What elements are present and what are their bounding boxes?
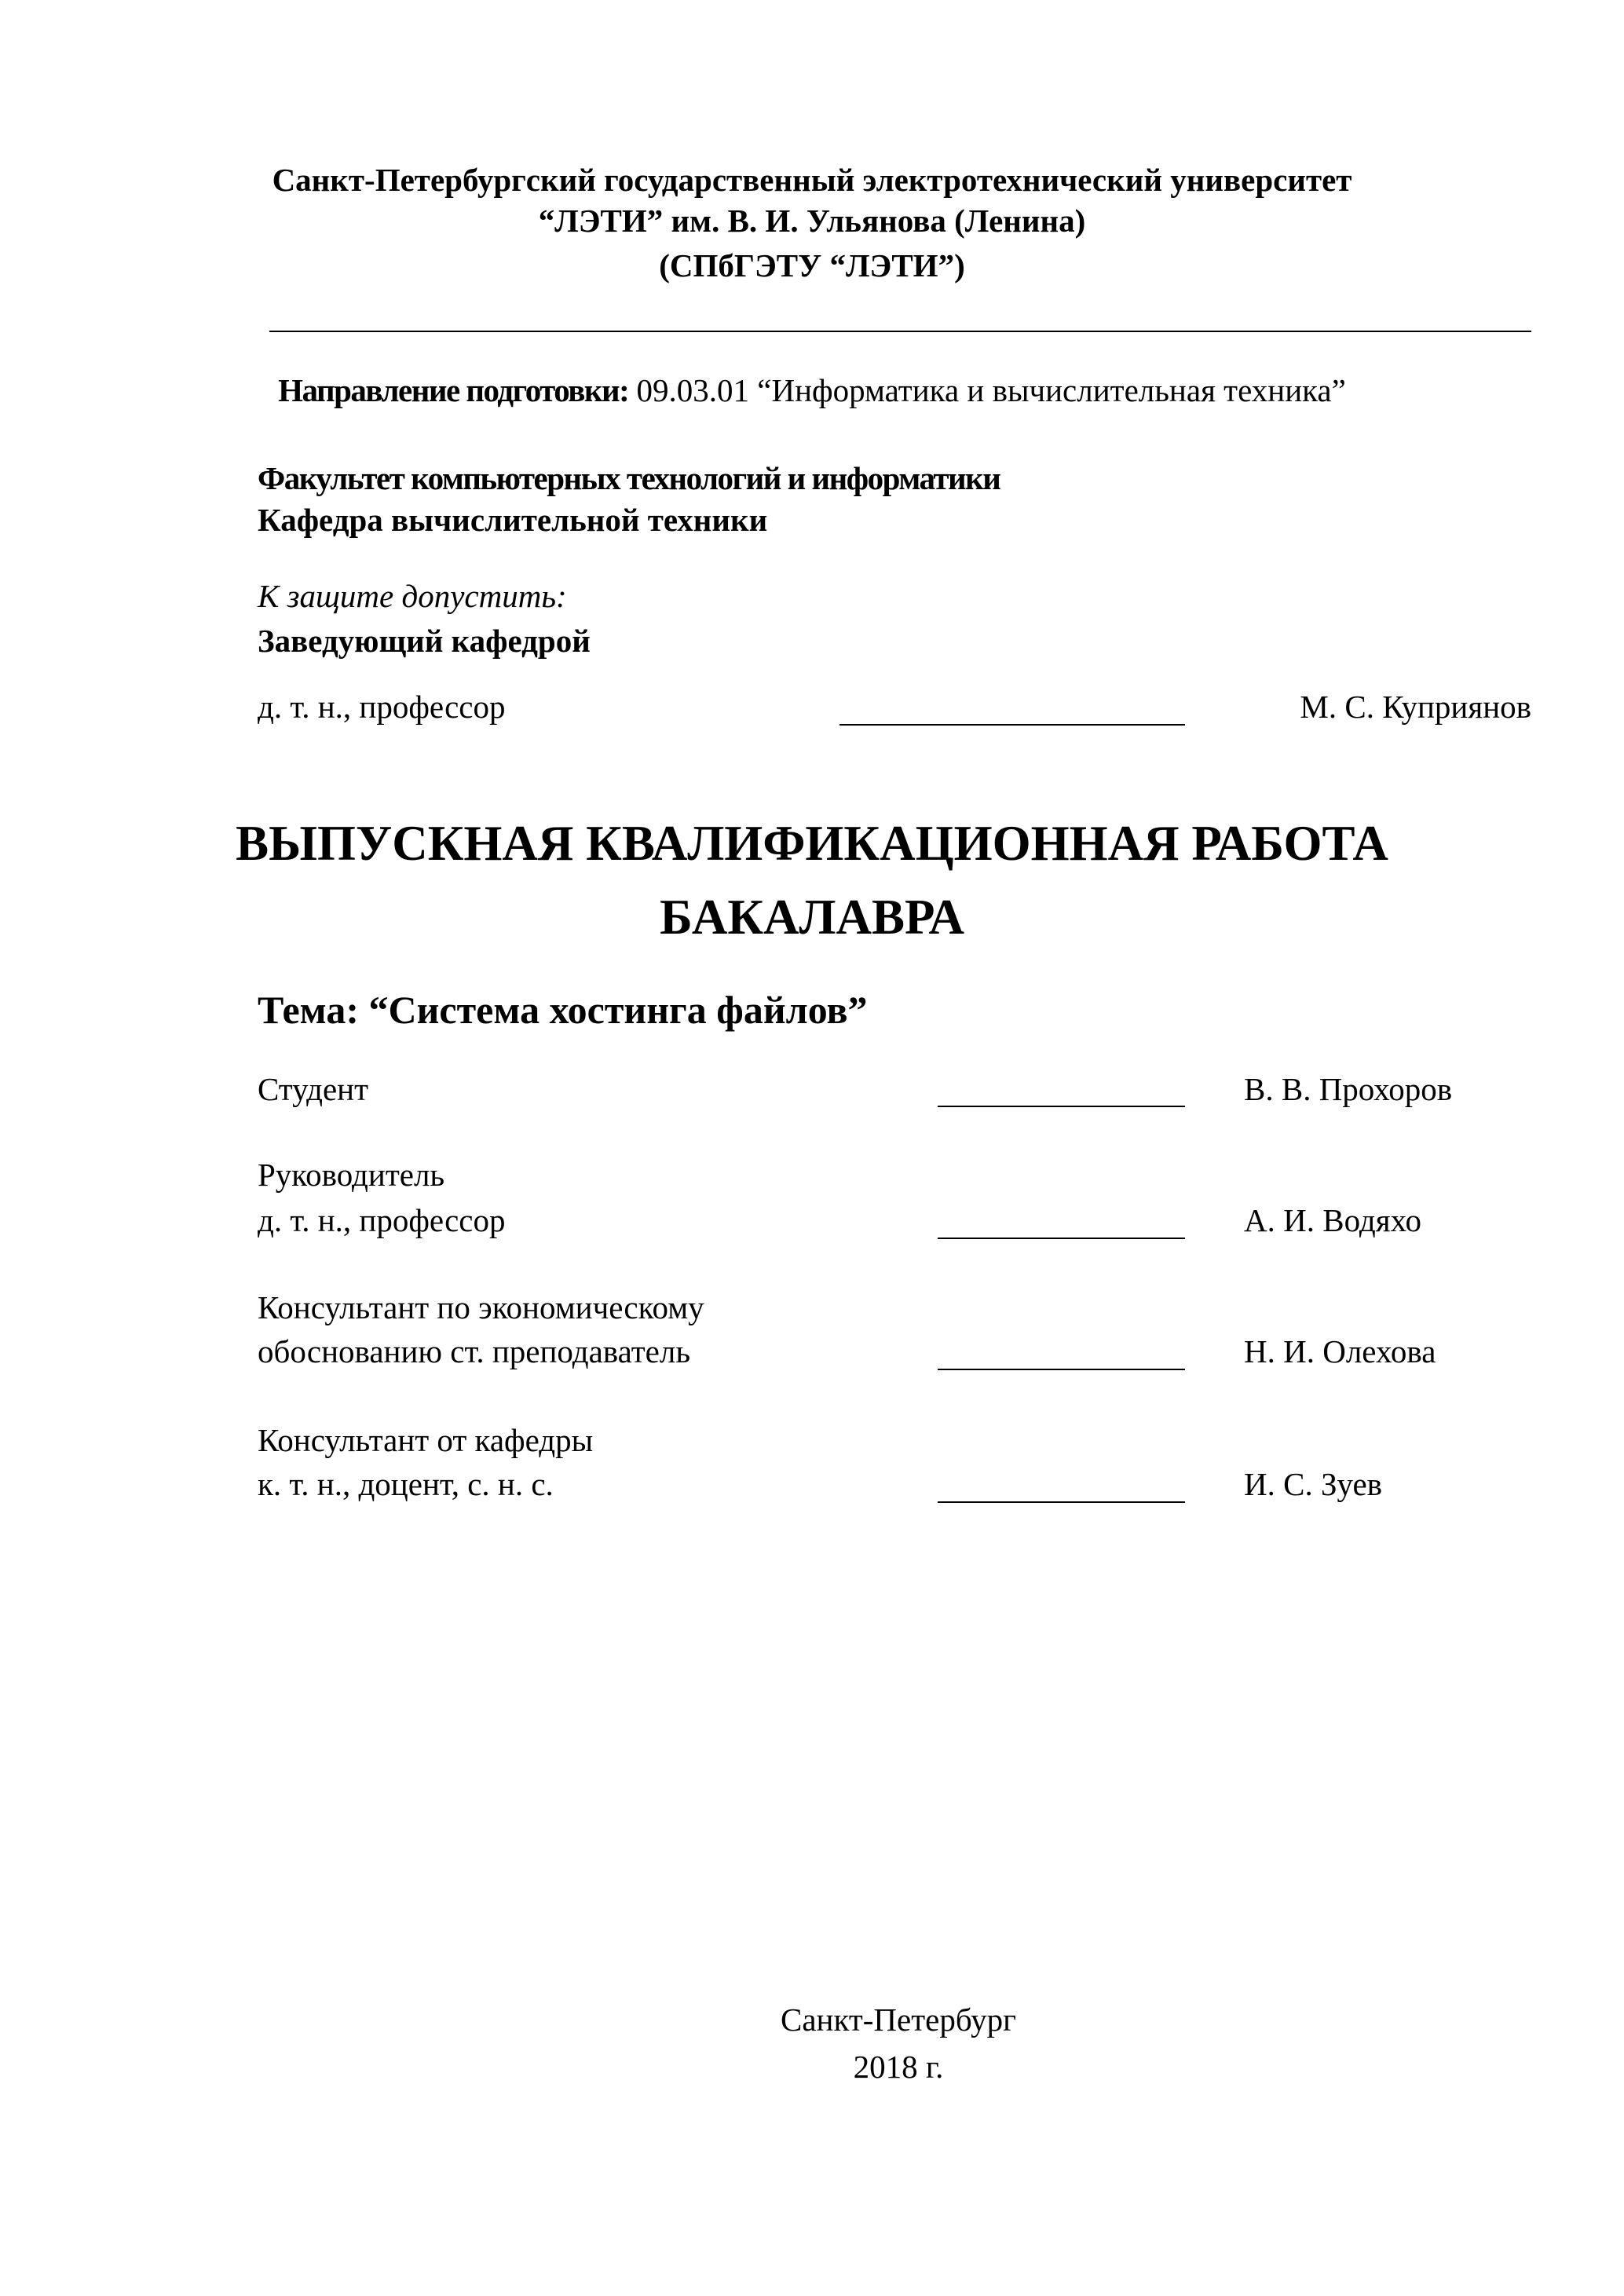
signatory-degree: к. т. н., доцент, с. н. с. xyxy=(258,1466,554,1502)
signature-line xyxy=(839,724,1185,726)
header-divider xyxy=(269,331,1531,332)
admit-to-defense: К защите допустить: xyxy=(258,578,567,614)
study-direction xyxy=(0,371,1624,409)
faculty: Факультет компьютерных технологий и информатики xyxy=(258,460,1000,496)
signature-line xyxy=(938,1238,1185,1239)
head-name: М. С. Куприянов xyxy=(1300,689,1531,725)
signatory-name: Н. И. Олехова xyxy=(1244,1333,1436,1369)
signatory-role: Руководитель xyxy=(258,1157,445,1193)
signatory-degree: обоснованию ст. преподаватель xyxy=(258,1333,691,1369)
signatory-role: Студент xyxy=(258,1071,369,1107)
signature-line xyxy=(938,1106,1185,1107)
department: Кафедра вычислительной техники xyxy=(258,502,768,538)
head-degree: д. т. н., профессор xyxy=(258,689,506,725)
head-of-department-label: Заведующий кафедрой xyxy=(258,623,591,659)
signatory-role: Консультант по экономическому xyxy=(258,1289,704,1325)
signature-line xyxy=(938,1369,1185,1370)
signatory-role: Консультант от кафедры xyxy=(258,1422,594,1458)
year: 2018 г. xyxy=(853,2049,944,2085)
thesis-topic: Тема: “Система хостинга файлов” xyxy=(258,988,868,1032)
signatory-name: А. И. Водяхо xyxy=(1244,1202,1422,1238)
university-name: Санкт-Петербургский государственный электротехнический университет xyxy=(272,162,1352,198)
signatory-name: И. С. Зуев xyxy=(1244,1466,1383,1502)
signatory-name: В. В. Прохоров xyxy=(1244,1071,1453,1107)
document-title-line2: БАКАЛАВРА xyxy=(660,890,964,945)
study-direction-label: Направление подготовки: xyxy=(278,372,629,408)
study-direction-value: 09.03.01 “Информатика и вычислительная техника” xyxy=(636,372,1346,408)
signatory-degree: д. т. н., профессор xyxy=(258,1202,506,1238)
city: Санкт-Петербург xyxy=(781,2002,1016,2038)
university-name-line2: “ЛЭТИ” им. В. И. Ульянова (Ленина) xyxy=(538,203,1086,239)
signature-line xyxy=(938,1501,1185,1503)
university-abbreviation: (СПбГЭТУ “ЛЭТИ”) xyxy=(659,247,965,283)
document-title: ВЫПУСКНАЯ КВАЛИФИКАЦИОННАЯ РАБОТА xyxy=(236,816,1388,871)
